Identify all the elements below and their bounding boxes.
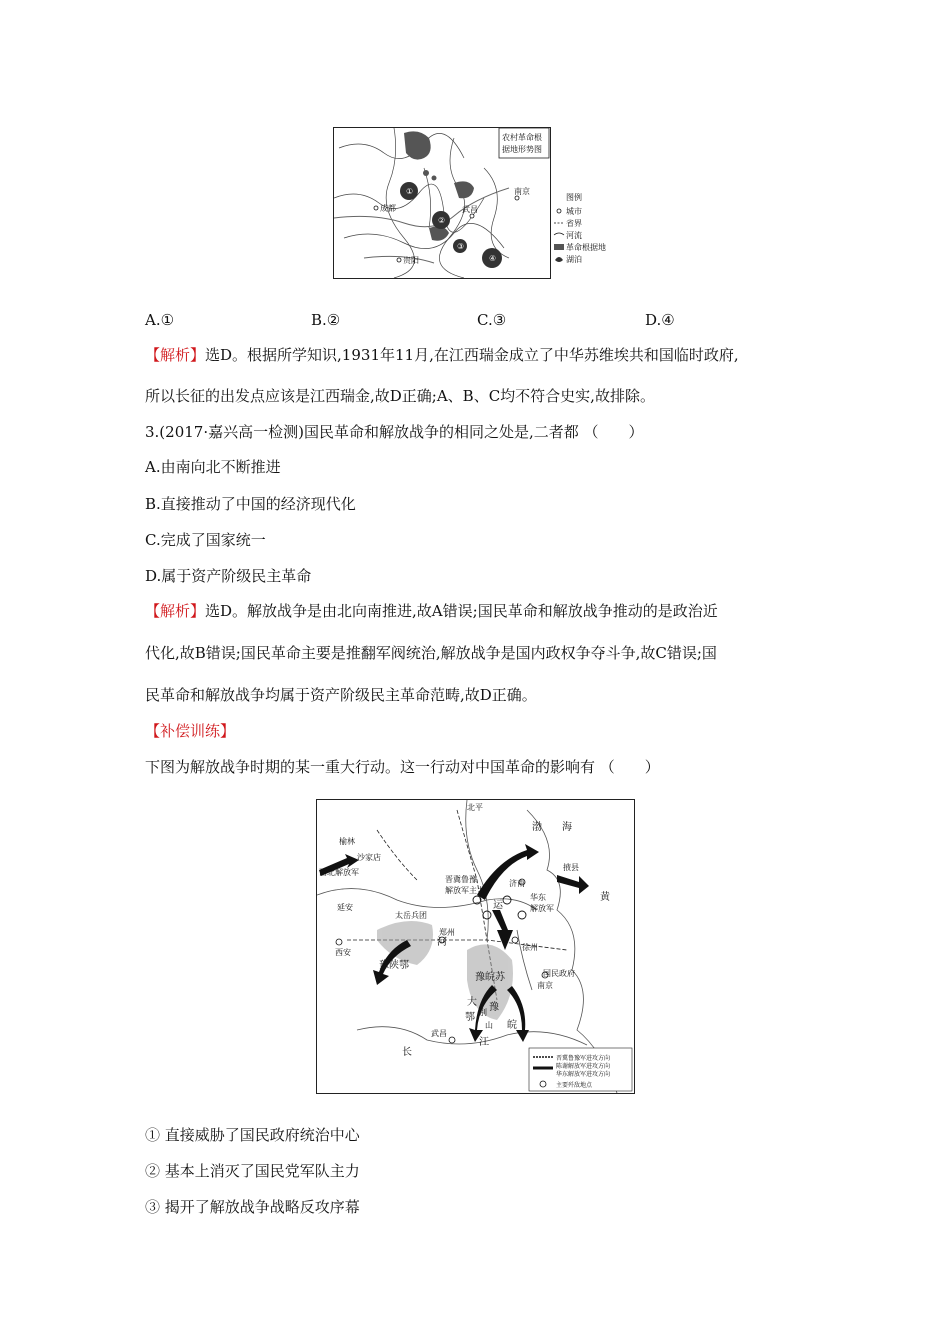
label-hai: 海 xyxy=(562,822,572,833)
label-guomin-gov: 国民政府 xyxy=(543,969,575,978)
q3-analysis-line3: 民革命和解放战争均属于资产阶级民主革命范畴,故D正确。 xyxy=(145,686,537,704)
q3-analysis-line2: 代化,故B错误;国民革命主要是推翻军阀统治,解放战争是国内政权争夺斗争,故C错误;国 xyxy=(145,644,717,662)
label-da: 大 xyxy=(467,997,477,1008)
label-jiefangjun: 解放军 xyxy=(530,904,554,913)
label-wan: 皖 xyxy=(507,1020,517,1031)
label-yanan: 延安 xyxy=(337,903,353,912)
label-e: 鄂 xyxy=(465,1012,475,1023)
label-he: 河 xyxy=(437,937,447,948)
marker-1: ① xyxy=(406,187,414,196)
legend-base: 革命根据地 xyxy=(566,243,606,252)
marker-4: ④ xyxy=(489,254,497,263)
label-huadong: 华东 xyxy=(530,893,546,902)
q3-analysis-tag: 【解析】 xyxy=(145,602,206,620)
label-wuchang: 武昌 xyxy=(431,1029,447,1038)
city-nanjing: 南京 xyxy=(514,187,530,196)
option-b: B.② xyxy=(311,311,341,329)
campaign-map-graphic xyxy=(317,800,634,1093)
label-jinjiluyu: 晋冀鲁豫 xyxy=(445,875,477,884)
option-d: D.④ xyxy=(645,311,675,329)
option-a: A.① xyxy=(145,311,175,329)
q3-option-b: B.直接推动了中国的经济现代化 xyxy=(145,495,356,513)
legend-huadong: 华东解放军进攻方向 xyxy=(556,1071,611,1078)
label-huang: 黄 xyxy=(600,892,610,903)
city-guiyang: 贵阳 xyxy=(403,256,419,265)
impact-option-1: ① 直接威胁了国民政府统治中心 xyxy=(145,1126,360,1144)
base-area-map xyxy=(333,127,551,279)
label-main-army: 解放军主力 xyxy=(445,886,485,895)
map1-title-line2: 据地形势图 xyxy=(502,145,542,154)
q3-option-d: D.属于资产阶级民主革命 xyxy=(145,567,312,585)
label-nanjing: 南京 xyxy=(537,981,553,990)
legend-battle: 主要歼敌地点 xyxy=(556,1082,593,1089)
label-yushane: 豫陕鄂 xyxy=(379,960,409,971)
label-shan: 山 xyxy=(485,1021,493,1030)
label-yulin: 榆林 xyxy=(339,837,355,846)
label-yu: 豫 xyxy=(489,1002,499,1013)
question-3-stem: 3.(2017·嘉兴高一检测)国民革命和解放战争的相同之处是,二者都 （ ） xyxy=(145,423,644,441)
label-yuwansu: 豫皖苏 xyxy=(475,972,505,983)
label-shajiadian: 沙家店 xyxy=(357,853,381,862)
legend-chenxie: 陈谢解放军进攻方向 xyxy=(556,1063,611,1070)
label-northwest-army: 西北解放军 xyxy=(319,868,359,877)
legend-border: 省界 xyxy=(566,219,582,228)
legend-jinjiluyu: 晋冀鲁豫军进攻方向 xyxy=(556,1055,611,1062)
option-c: C.③ xyxy=(477,311,507,329)
campaign-map xyxy=(316,799,635,1094)
map1-legend xyxy=(552,190,627,270)
label-bie: 别 xyxy=(479,1008,487,1017)
marker-2: ② xyxy=(438,216,446,225)
analysis-line1: 【解析】选D。根据所学知识,1931年11月,在江西瑞金成立了中华苏维埃共和国临时政府, xyxy=(145,346,739,364)
label-taiyue: 太岳兵团 xyxy=(395,911,427,920)
label-xuzhou: 徐州 xyxy=(522,943,538,952)
legend-city: 城市 xyxy=(566,207,582,216)
label-zhengzhou: 郑州 xyxy=(439,928,455,937)
legend-lake: 湖泊 xyxy=(566,255,582,264)
city-chengdu: 成都 xyxy=(380,204,396,213)
base-area-map-graphic xyxy=(334,128,550,278)
map1-legend-title: 图例 xyxy=(566,193,582,202)
label-chang: 长 xyxy=(402,1047,412,1058)
legend-river: 河流 xyxy=(566,231,582,240)
impact-option-3: ③ 揭开了解放战争战略反攻序幕 xyxy=(145,1198,360,1216)
q3-option-a: A.由南向北不断推进 xyxy=(145,458,281,476)
analysis-tag: 【解析】 xyxy=(145,346,206,364)
supplement-stem: 下图为解放战争时期的某一重大行动。这一行动对中国革命的影响有 （ ） xyxy=(145,758,660,776)
label-jiang: 江 xyxy=(479,1037,489,1048)
supplement-tag: 【补偿训练】 xyxy=(145,722,236,740)
q3-option-c: C.完成了国家统一 xyxy=(145,531,266,549)
analysis-line2: 所以长征的出发点应该是江西瑞金,故D正确;A、B、C均不符合史实,故排除。 xyxy=(145,387,655,405)
label-yun: 运 xyxy=(493,900,503,911)
city-wuchang: 武昌 xyxy=(462,205,478,214)
label-beiping: 北平 xyxy=(467,803,483,812)
q3-analysis-line1: 【解析】选D。解放战争是由北向南推进,故A错误;国民革命和解放战争推动的是政治近 xyxy=(145,602,718,620)
label-bo: 渤 xyxy=(532,822,542,833)
label-xian: 西安 xyxy=(335,948,351,957)
impact-option-2: ② 基本上消灭了国民党军队主力 xyxy=(145,1162,360,1180)
label-yexian: 掖县 xyxy=(563,863,579,872)
marker-3: ③ xyxy=(457,242,465,251)
label-jinan: 济南 xyxy=(509,879,525,888)
map1-title-line1: 农村革命根 xyxy=(502,133,542,142)
